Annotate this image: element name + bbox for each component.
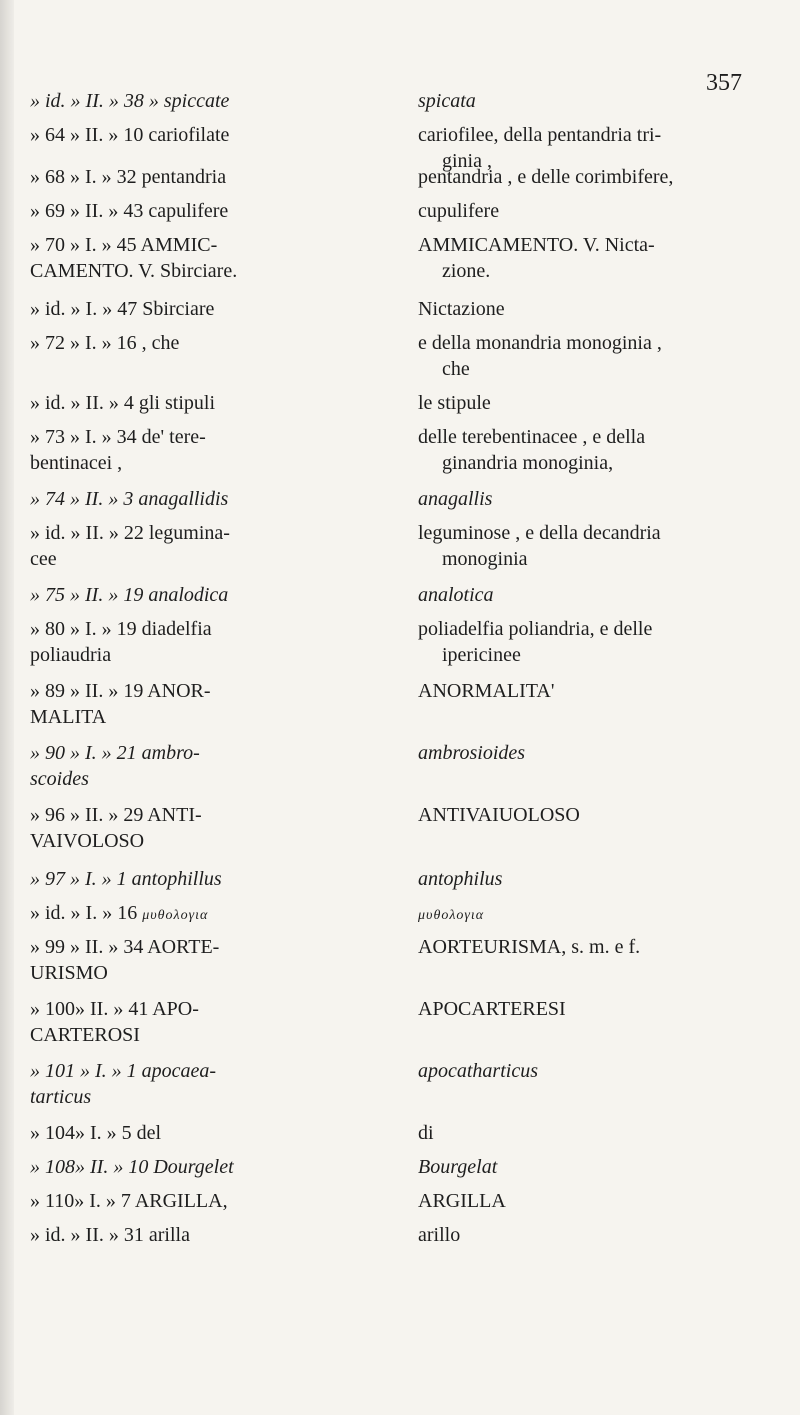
error-line-continued: VAIVOLOSO bbox=[30, 830, 145, 852]
errata-error-cell bbox=[30, 1188, 386, 1214]
errata-error-cell bbox=[30, 996, 386, 1048]
correction-line: AMMICAMENTO. V. Nicta- bbox=[418, 234, 655, 256]
error-line: » 97 » I. » 1 antophillus bbox=[30, 868, 222, 890]
error-line-continued: tarticus bbox=[30, 1086, 92, 1108]
errata-correction-cell bbox=[418, 740, 788, 766]
error-line: » 64 » II. » 10 cariofilate bbox=[30, 124, 230, 146]
correction-line-continued: ginia , bbox=[442, 150, 492, 172]
correction-line: APOCARTERESI bbox=[418, 998, 566, 1020]
correction-line: ANORMALITA' bbox=[418, 680, 555, 702]
error-line: » 108» II. » 10 Dourgelet bbox=[30, 1156, 234, 1178]
errata-correction-cell bbox=[418, 582, 788, 608]
errata-correction-cell bbox=[418, 900, 788, 929]
errata-error-cell bbox=[30, 330, 386, 356]
correction-line: AORTEURISMA, s. m. e f. bbox=[418, 936, 641, 958]
errata-error-cell bbox=[30, 1222, 386, 1248]
errata-error-cell bbox=[30, 866, 386, 892]
correction-line: ANTIVAIUOLOSO bbox=[418, 804, 580, 826]
error-line: » 99 » II. » 34 AORTE- bbox=[30, 936, 220, 958]
error-line: » 80 » I. » 19 diadelfia bbox=[30, 618, 212, 640]
error-line-continued: CARTEROSI bbox=[30, 1024, 140, 1046]
errata-error-cell bbox=[30, 88, 386, 114]
errata-error-cell bbox=[30, 296, 386, 322]
error-line: » 68 » I. » 32 pentandria bbox=[30, 166, 227, 188]
errata-error-cell bbox=[30, 740, 386, 792]
errata-error-cell bbox=[30, 1120, 386, 1146]
error-line-continued: scoides bbox=[30, 768, 89, 790]
correction-line: Nictazione bbox=[418, 298, 505, 320]
errata-correction-cell bbox=[418, 390, 788, 416]
error-line-continued: cee bbox=[30, 548, 57, 570]
errata-error-cell bbox=[30, 424, 386, 476]
error-line: » id. » I. » 47 Sbirciare bbox=[30, 298, 215, 320]
errata-correction-cell bbox=[418, 520, 788, 572]
errata-error-cell bbox=[30, 520, 386, 572]
errata-correction-cell bbox=[418, 1120, 788, 1146]
errata-error-cell bbox=[30, 582, 386, 608]
errata-error-cell bbox=[30, 122, 386, 148]
errata-correction-cell bbox=[418, 1154, 788, 1180]
error-line: » 104» I. » 5 del bbox=[30, 1122, 162, 1144]
correction-line-continued: che bbox=[442, 358, 470, 380]
errata-correction-cell bbox=[418, 486, 788, 512]
error-line: » 89 » II. » 19 ANOR- bbox=[30, 680, 211, 702]
page-number: 357 bbox=[706, 70, 742, 96]
correction-line: pentandria , e delle corimbifere, bbox=[418, 166, 674, 188]
errata-error-cell bbox=[30, 802, 386, 854]
error-line: » 73 » I. » 34 de' tere- bbox=[30, 426, 206, 448]
errata-correction-cell bbox=[418, 616, 788, 668]
error-line: » 69 » II. » 43 capulifere bbox=[30, 200, 229, 222]
error-line-continued: CAMENTO. V. Sbirciare. bbox=[30, 260, 238, 282]
error-line: » 100» II. » 41 APO- bbox=[30, 998, 199, 1020]
error-line: » 101 » I. » 1 apocaea- bbox=[30, 1060, 217, 1082]
errata-error-cell bbox=[30, 232, 386, 284]
error-line: » 90 » I. » 21 ambro- bbox=[30, 742, 200, 764]
correction-line: delle terebentinacee , e della bbox=[418, 426, 646, 448]
errata-error-cell bbox=[30, 390, 386, 416]
errata-correction-cell bbox=[418, 934, 788, 960]
correction-line: leguminose , e della decandria bbox=[418, 522, 661, 544]
correction-line: arillo bbox=[418, 1224, 461, 1246]
correction-line-continued: monoginia bbox=[442, 548, 528, 570]
errata-correction-cell bbox=[418, 866, 788, 892]
error-line-continued: URISMO bbox=[30, 962, 108, 984]
error-line: » 110» I. » 7 ARGILLA, bbox=[30, 1190, 228, 1212]
correction-line: cariofilee, della pentandria tri- bbox=[418, 124, 662, 146]
errata-error-cell bbox=[30, 1154, 386, 1180]
error-line-continued: poliaudria bbox=[30, 644, 112, 666]
correction-line: spicata bbox=[418, 90, 476, 112]
correction-line-continued: ipericinee bbox=[442, 644, 521, 666]
correction-line: ambrosioides bbox=[418, 742, 526, 764]
correction-line: di bbox=[418, 1122, 434, 1144]
correction-line: poliadelfia poliandria, e delle bbox=[418, 618, 653, 640]
errata-correction-cell bbox=[418, 1058, 788, 1084]
errata-correction-cell bbox=[418, 678, 788, 704]
errata-correction-cell bbox=[418, 198, 788, 224]
errata-error-cell bbox=[30, 164, 386, 190]
errata-correction-cell bbox=[418, 1188, 788, 1214]
correction-line: e della monandria monoginia , bbox=[418, 332, 662, 354]
errata-correction-cell bbox=[418, 1222, 788, 1248]
errata-error-cell bbox=[30, 1058, 386, 1110]
error-line: » 70 » I. » 45 AMMIC- bbox=[30, 234, 218, 256]
correction-line: cupulifere bbox=[418, 200, 500, 222]
errata-error-cell bbox=[30, 934, 386, 986]
errata-error-cell bbox=[30, 616, 386, 668]
correction-line: anagallis bbox=[418, 488, 493, 510]
errata-error-cell bbox=[30, 678, 386, 730]
correction-line-continued: zione. bbox=[442, 260, 491, 282]
page-binding-edge bbox=[0, 0, 14, 1415]
error-line: » 75 » II. » 19 analodica bbox=[30, 584, 229, 606]
correction-line: antophilus bbox=[418, 868, 503, 890]
errata-correction-cell bbox=[418, 232, 788, 284]
errata-correction-cell bbox=[418, 802, 788, 828]
correction-line: le stipule bbox=[418, 392, 491, 414]
error-line: » 74 » II. » 3 anagallidis bbox=[30, 488, 229, 510]
error-line: » id. » II. » 22 legumina- bbox=[30, 522, 230, 544]
errata-error-cell bbox=[30, 900, 386, 929]
error-greek-word: μυθολογια bbox=[142, 908, 209, 923]
errata-correction-cell bbox=[418, 424, 788, 476]
error-line: » 96 » II. » 29 ANTI- bbox=[30, 804, 202, 826]
correction-line bbox=[418, 900, 788, 929]
correction-line: analotica bbox=[418, 584, 494, 606]
error-line: » id. » II. » 31 arilla bbox=[30, 1224, 190, 1246]
errata-error-cell bbox=[30, 198, 386, 224]
errata-correction-cell bbox=[418, 88, 788, 114]
correction-line: ARGILLA bbox=[418, 1190, 506, 1212]
correction-line: Bourgelat bbox=[418, 1156, 498, 1178]
correction-greek-word: μυθολογια bbox=[418, 908, 485, 923]
errata-correction-cell bbox=[418, 996, 788, 1022]
correction-line-continued: ginandria monoginia, bbox=[442, 452, 614, 474]
errata-error-cell bbox=[30, 486, 386, 512]
error-line: » id. » II. » 38 » spiccate bbox=[30, 90, 230, 112]
error-line-continued: MALITA bbox=[30, 706, 107, 728]
error-line: » 72 » I. » 16 , che bbox=[30, 332, 180, 354]
errata-correction-cell bbox=[418, 330, 788, 382]
errata-correction-cell bbox=[418, 164, 788, 190]
error-line: » id. » I. » 16 μυθολογια bbox=[30, 902, 209, 924]
error-line-continued: bentinacei , bbox=[30, 452, 123, 474]
correction-line: apocatharticus bbox=[418, 1060, 538, 1082]
error-line: » id. » II. » 4 gli stipuli bbox=[30, 392, 215, 414]
errata-correction-cell bbox=[418, 296, 788, 322]
